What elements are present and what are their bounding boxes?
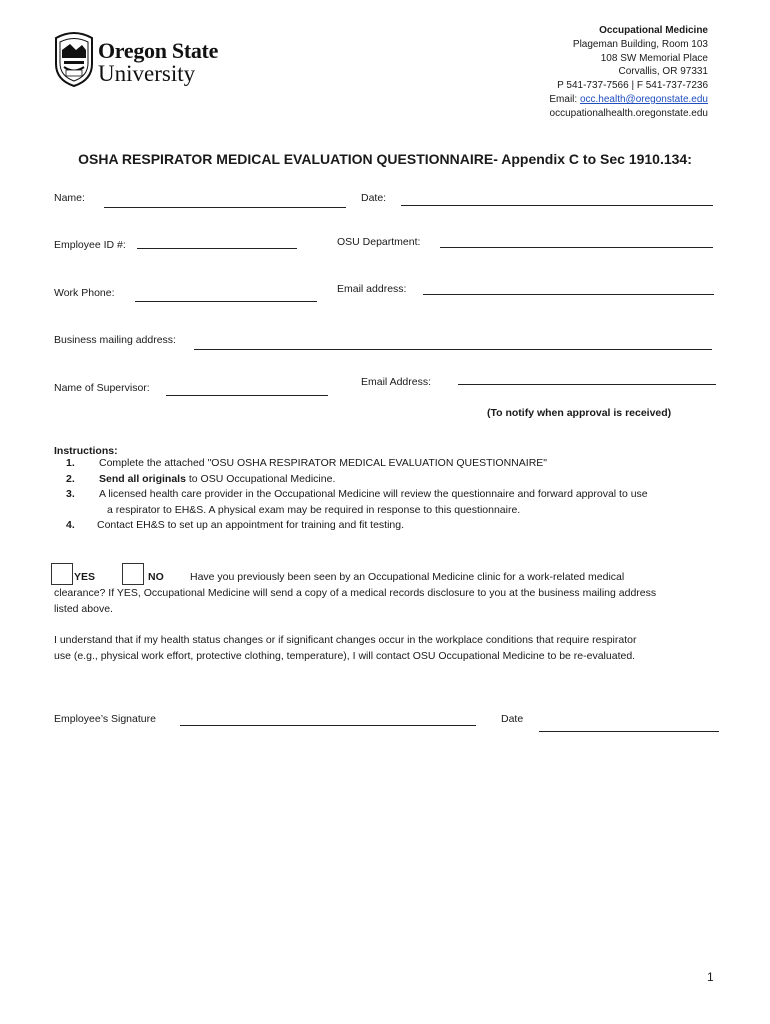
instruction-number: 1. bbox=[66, 457, 75, 469]
email-address-label: Email address: bbox=[337, 283, 407, 295]
department-name: Occupational Medicine bbox=[599, 25, 708, 36]
date-field[interactable] bbox=[401, 205, 713, 206]
street-address: 108 SW Memorial Place bbox=[600, 52, 708, 64]
mailing-address-field[interactable] bbox=[194, 349, 712, 350]
acknowledgement-line1: I understand that if my health status changes or if significant changes occur in the workplace conditions that require respirator bbox=[54, 634, 637, 646]
phone-fax: P 541-737-7566 | F 541-737-7236 bbox=[557, 80, 708, 92]
instruction-emphasis: Send all originals bbox=[99, 472, 186, 485]
question-text-line1: Have you previously been seen by an Occupational Medicine clinic for a work-related medical bbox=[190, 571, 625, 583]
instruction-text bbox=[99, 473, 335, 485]
supervisor-email-field[interactable] bbox=[458, 384, 716, 385]
supervisor-email-label: Email Address: bbox=[361, 376, 432, 388]
instruction-text: A licensed health care provider in the Occupational Medicine will review the questionnaire and forward approval to use bbox=[99, 488, 648, 501]
work-phone-label: Work Phone: bbox=[54, 287, 115, 299]
email-line bbox=[549, 93, 708, 107]
signature-date-field[interactable] bbox=[539, 731, 719, 732]
university-seal-icon bbox=[52, 30, 96, 88]
no-checkbox[interactable] bbox=[122, 563, 144, 585]
email-address-field[interactable] bbox=[423, 294, 714, 295]
employee-signature-field[interactable] bbox=[180, 725, 476, 726]
instruction-text: Contact EH&S to set up an appointment for training and fit testing. bbox=[97, 519, 405, 532]
yes-label: YES bbox=[74, 571, 96, 583]
email-label: Email: bbox=[549, 93, 578, 105]
instruction-number: 3. bbox=[66, 488, 75, 501]
acknowledgement-line2: use (e.g., physical work effort, protective clothing, temperature), I will contact OSU Occupational Medicine to be re-evaluated. bbox=[54, 650, 636, 662]
signature-date-label: Date bbox=[501, 713, 524, 725]
website[interactable]: occupationalhealth.oregonstate.edu bbox=[549, 107, 708, 119]
name-label: Name: bbox=[54, 192, 85, 204]
supervisor-field[interactable] bbox=[166, 395, 328, 396]
city-state-zip: Corvallis, OR 97331 bbox=[618, 66, 708, 78]
employee-id-label: Employee ID #: bbox=[54, 239, 126, 251]
instruction-text: a respirator to EH&S. A physical exam may be required in response to this questionnaire. bbox=[107, 503, 521, 516]
contact-address-block bbox=[549, 24, 708, 121]
notify-note: (To notify when approval is received) bbox=[487, 407, 672, 419]
page-number: 1 bbox=[707, 970, 714, 984]
no-label: NO bbox=[148, 571, 164, 583]
question-text-line3: listed above. bbox=[54, 603, 113, 615]
department-field[interactable] bbox=[440, 247, 713, 248]
yes-checkbox[interactable] bbox=[51, 563, 73, 585]
mailing-address-label: Business mailing address: bbox=[54, 334, 176, 346]
instruction-text: Complete the attached "OSU OSHA RESPIRATOR MEDICAL EVALUATION QUESTIONNAIRE" bbox=[99, 457, 548, 469]
instruction-text-rest: to OSU Occupational Medicine. bbox=[185, 472, 336, 485]
supervisor-label: Name of Supervisor: bbox=[54, 382, 150, 394]
building: Plageman Building, Room 103 bbox=[572, 38, 708, 50]
work-phone-field[interactable] bbox=[135, 301, 317, 302]
department-label: OSU Department: bbox=[337, 236, 421, 248]
name-field[interactable] bbox=[104, 207, 346, 208]
osu-logo bbox=[52, 30, 242, 90]
logo-text-line2: University bbox=[98, 61, 196, 86]
employee-id-field[interactable] bbox=[137, 248, 297, 249]
employee-signature-label: Employee’s Signature bbox=[54, 713, 156, 725]
instructions-heading: Instructions: bbox=[54, 445, 118, 457]
date-label: Date: bbox=[361, 192, 387, 204]
logo-text-line1: Oregon State bbox=[98, 38, 219, 63]
email-link[interactable]: occ.health@oregonstate.edu bbox=[579, 93, 708, 105]
instruction-number: 2. bbox=[66, 472, 75, 485]
instruction-number: 4. bbox=[66, 519, 75, 532]
question-text-line2: clearance? If YES, Occupational Medicine will send a copy of a medical records disclosure to you at the business mailing address bbox=[54, 587, 657, 599]
form-title: OSHA RESPIRATOR MEDICAL EVALUATION QUESTIONNAIRE- Appendix C to Sec 1910.134: bbox=[78, 151, 692, 167]
